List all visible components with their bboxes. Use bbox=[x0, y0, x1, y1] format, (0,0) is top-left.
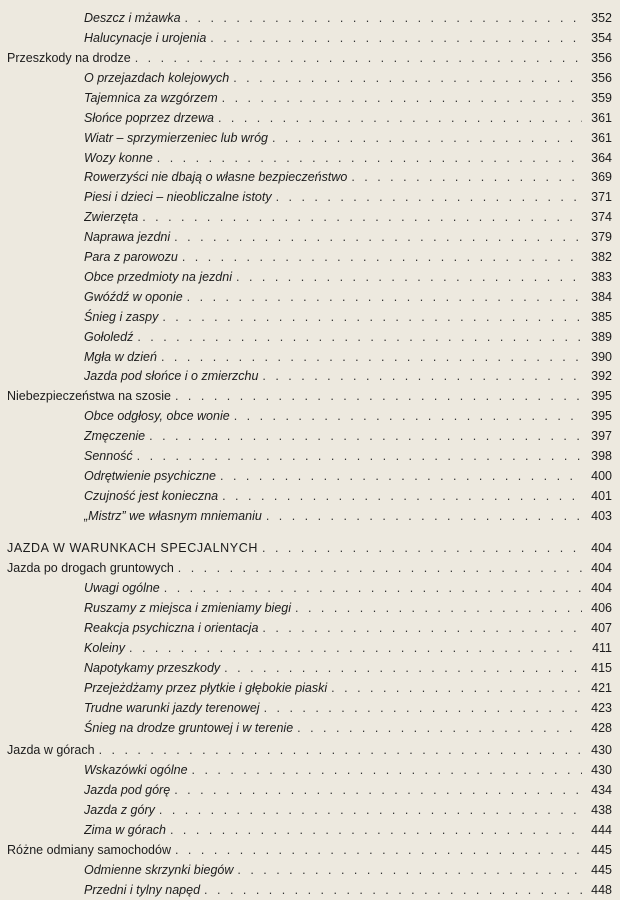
toc-entry-title: Senność bbox=[84, 449, 133, 463]
toc-page-number: 374 bbox=[591, 210, 612, 224]
toc-page-number: 444 bbox=[591, 823, 612, 837]
toc-page-number: 361 bbox=[591, 131, 612, 145]
toc-entry-line bbox=[84, 760, 582, 780]
toc-page-number: 382 bbox=[591, 250, 612, 264]
toc-entry-title: Zmęczenie bbox=[84, 429, 146, 443]
toc-page-number: 352 bbox=[591, 11, 612, 25]
dot-leader bbox=[187, 287, 582, 307]
toc-entry-line bbox=[7, 538, 582, 558]
dot-leader bbox=[137, 446, 582, 466]
toc-entry-title: Koleiny bbox=[84, 641, 125, 655]
toc-entry-title: Gwóźdź w oponie bbox=[84, 290, 183, 304]
toc-entry-title: Czujność jest konieczna bbox=[84, 489, 219, 503]
toc-entry-line bbox=[84, 327, 582, 347]
toc-entry-line bbox=[84, 718, 582, 738]
toc-subentry bbox=[0, 698, 620, 718]
toc-entry-line bbox=[84, 446, 582, 466]
toc-page-number: 406 bbox=[591, 601, 612, 615]
toc-entry-line bbox=[84, 880, 582, 900]
dot-leader bbox=[161, 347, 582, 367]
toc-subentry bbox=[0, 780, 620, 800]
dot-leader bbox=[170, 820, 582, 840]
toc-page-number: 359 bbox=[591, 91, 612, 105]
dot-leader bbox=[222, 88, 582, 108]
toc-page-number: 421 bbox=[591, 681, 612, 695]
toc-entry-title: Rowerzyści nie dbają o własne bezpieczeństwo bbox=[84, 170, 348, 184]
toc-page-number: 404 bbox=[591, 541, 612, 555]
dot-leader bbox=[210, 28, 582, 48]
toc-page-number: 379 bbox=[591, 230, 612, 244]
toc-subentry bbox=[0, 820, 620, 840]
toc-entry-title: Wskazówki ogólne bbox=[84, 763, 188, 777]
toc-page-number: 397 bbox=[591, 429, 612, 443]
toc-entry-line bbox=[84, 68, 582, 88]
toc-subentry bbox=[0, 148, 620, 168]
toc-entry-title: Jazda pod górę bbox=[84, 783, 171, 797]
toc-page-number: 384 bbox=[591, 290, 612, 304]
toc-subentry bbox=[0, 207, 620, 227]
dot-leader bbox=[222, 486, 582, 506]
dot-leader bbox=[164, 578, 582, 598]
toc-page-number: 423 bbox=[591, 701, 612, 715]
toc-page-number: 383 bbox=[591, 270, 612, 284]
toc-page-number: 404 bbox=[591, 581, 612, 595]
toc-entry-title: Naprawa jezdni bbox=[84, 230, 171, 244]
toc-page-number: 404 bbox=[591, 561, 612, 575]
toc-page-number: 448 bbox=[591, 883, 612, 897]
toc-entry-line bbox=[84, 678, 582, 698]
toc-page-number: 445 bbox=[591, 843, 612, 857]
toc-entry-line bbox=[84, 860, 582, 880]
toc-section-entry bbox=[0, 840, 620, 860]
toc-entry-title: Jazda z góry bbox=[84, 803, 155, 817]
toc-page-number: 356 bbox=[591, 71, 612, 85]
toc-entry-line bbox=[84, 247, 582, 267]
dot-leader bbox=[204, 880, 582, 900]
toc-subentry bbox=[0, 800, 620, 820]
dot-leader bbox=[135, 48, 582, 68]
toc-entry-line bbox=[84, 486, 582, 506]
dot-leader bbox=[266, 506, 582, 526]
toc-page-number: 354 bbox=[591, 31, 612, 45]
dot-leader bbox=[220, 466, 582, 486]
dot-leader bbox=[262, 366, 582, 386]
toc-page-number: 403 bbox=[591, 509, 612, 523]
toc-entry-line bbox=[7, 558, 582, 578]
toc-entry-line bbox=[84, 598, 582, 618]
toc-subentry bbox=[0, 506, 620, 526]
toc-entry-line bbox=[84, 167, 582, 187]
toc-page-number: 407 bbox=[591, 621, 612, 635]
toc-entry-line bbox=[7, 386, 582, 406]
toc-entry-title: Przedni i tylny napęd bbox=[84, 883, 201, 897]
toc-subentry bbox=[0, 187, 620, 207]
toc-subentry bbox=[0, 68, 620, 88]
toc-page-number: 371 bbox=[591, 190, 612, 204]
toc-entry-line bbox=[84, 426, 582, 446]
toc-entry-title: Wiatr – sprzymierzeniec lub wróg bbox=[84, 131, 268, 145]
toc-subentry bbox=[0, 128, 620, 148]
toc-entry-title: Mgła w dzień bbox=[84, 350, 157, 364]
dot-leader bbox=[142, 207, 582, 227]
toc-entry-title: JAZDA W WARUNKACH SPECJALNYCH bbox=[7, 541, 258, 555]
toc-entry-title: Słońce poprzez drzewa bbox=[84, 111, 214, 125]
toc-subentry bbox=[0, 860, 620, 880]
toc-entry-line bbox=[84, 578, 582, 598]
toc-page-number: 430 bbox=[591, 763, 612, 777]
toc-entry-line bbox=[84, 88, 582, 108]
toc-entry-title: Wozy konne bbox=[84, 151, 153, 165]
dot-leader bbox=[262, 618, 582, 638]
toc-entry-line bbox=[84, 618, 582, 638]
toc-entry-title: Przejeżdżamy przez płytkie i głębokie piaski bbox=[84, 681, 328, 695]
dot-leader bbox=[236, 267, 582, 287]
toc-entry-title: Śnieg na drodze gruntowej i w terenie bbox=[84, 721, 294, 735]
toc-entry-line bbox=[84, 506, 582, 526]
toc-section-entry bbox=[0, 538, 620, 558]
toc-page-number: 445 bbox=[591, 863, 612, 877]
dot-leader bbox=[129, 638, 582, 658]
toc-page-number: 411 bbox=[592, 641, 612, 655]
toc-section-entry bbox=[0, 48, 620, 68]
toc-entry-line bbox=[84, 128, 582, 148]
toc-section-entry bbox=[0, 558, 620, 578]
dot-leader bbox=[224, 658, 582, 678]
toc-entry-line bbox=[84, 658, 582, 678]
toc-subentry bbox=[0, 466, 620, 486]
dot-leader bbox=[234, 406, 582, 426]
toc-entry-title: Para z parowozu bbox=[84, 250, 178, 264]
toc-entry-title: Odrętwienie psychiczne bbox=[84, 469, 217, 483]
toc-page-number: 434 bbox=[591, 783, 612, 797]
toc-entry-title: Obce odgłosy, obce wonie bbox=[84, 409, 230, 423]
toc-section-entry bbox=[0, 740, 620, 760]
toc-subentry bbox=[0, 108, 620, 128]
toc-entry-line bbox=[7, 740, 582, 760]
toc-entry-line bbox=[84, 267, 582, 287]
toc-entry-line bbox=[84, 187, 582, 207]
toc-page-number: 392 bbox=[591, 369, 612, 383]
toc-entry-title: Napotykamy przeszkody bbox=[84, 661, 221, 675]
dot-leader bbox=[178, 558, 582, 578]
dot-leader bbox=[137, 327, 582, 347]
toc-page-number: 395 bbox=[591, 389, 612, 403]
toc-entry-line bbox=[84, 207, 582, 227]
dot-leader bbox=[331, 678, 582, 698]
dot-leader bbox=[276, 187, 582, 207]
toc-entry-line bbox=[84, 800, 582, 820]
toc-entry-title: Zwierzęta bbox=[84, 210, 139, 224]
toc-entry-title: „Mistrz” we własnym mniemaniu bbox=[84, 509, 262, 523]
toc-entry-line bbox=[84, 8, 582, 28]
toc-entry-title: Reakcja psychiczna i orientacja bbox=[84, 621, 259, 635]
toc-entry-line bbox=[84, 406, 582, 426]
dot-leader bbox=[233, 68, 582, 88]
toc-entry-line bbox=[84, 108, 582, 128]
toc-page-number: 398 bbox=[591, 449, 612, 463]
toc-subentry bbox=[0, 486, 620, 506]
toc-subentry bbox=[0, 880, 620, 900]
toc-section-entry bbox=[0, 386, 620, 406]
dot-leader bbox=[175, 840, 582, 860]
toc-entry-line bbox=[84, 366, 582, 386]
toc-entry-title: Gołoledź bbox=[84, 330, 134, 344]
toc-page-number: 390 bbox=[591, 350, 612, 364]
toc-subentry bbox=[0, 167, 620, 187]
toc-entry-title: Deszcz i mżawka bbox=[84, 11, 181, 25]
toc-entry-title: Uwagi ogólne bbox=[84, 581, 160, 595]
toc-subentry bbox=[0, 287, 620, 307]
dot-leader bbox=[192, 760, 582, 780]
toc-entry-line bbox=[84, 638, 582, 658]
dot-leader bbox=[162, 307, 582, 327]
toc-subentry bbox=[0, 718, 620, 738]
toc-entry-title: Przeszkody na drodze bbox=[7, 51, 131, 65]
toc-subentry bbox=[0, 426, 620, 446]
toc-entry-line bbox=[84, 148, 582, 168]
toc-page-number: 430 bbox=[591, 743, 612, 757]
dot-leader bbox=[237, 860, 582, 880]
toc-subentry bbox=[0, 760, 620, 780]
toc-subentry bbox=[0, 578, 620, 598]
toc-subentry bbox=[0, 227, 620, 247]
toc-subentry bbox=[0, 406, 620, 426]
toc-entry-title: Różne odmiany samochodów bbox=[7, 843, 171, 857]
toc-subentry bbox=[0, 658, 620, 678]
toc-page-number: 364 bbox=[591, 151, 612, 165]
dot-leader bbox=[99, 740, 582, 760]
dot-leader bbox=[297, 718, 582, 738]
toc-entry-title: Jazda po drogach gruntowych bbox=[7, 561, 174, 575]
toc-entry-title: Ruszamy z miejsca i zmieniamy biegi bbox=[84, 601, 292, 615]
toc-entry-title: Jazda pod słońce i o zmierzchu bbox=[84, 369, 259, 383]
toc-subentry bbox=[0, 267, 620, 287]
dot-leader bbox=[295, 598, 582, 618]
toc-entry-line bbox=[7, 48, 582, 68]
dot-leader bbox=[182, 247, 582, 267]
toc-entry-line bbox=[84, 307, 582, 327]
dot-leader bbox=[264, 698, 582, 718]
toc-subentry bbox=[0, 638, 620, 658]
toc-entry-title: Trudne warunki jazdy terenowej bbox=[84, 701, 260, 715]
toc-subentry bbox=[0, 618, 620, 638]
toc-page-number: 395 bbox=[591, 409, 612, 423]
toc-entry-title: Halucynacje i urojenia bbox=[84, 31, 207, 45]
toc-entry-line bbox=[84, 227, 582, 247]
dot-leader bbox=[159, 800, 582, 820]
dot-leader bbox=[157, 148, 582, 168]
toc-page-number: 361 bbox=[591, 111, 612, 125]
dot-leader bbox=[218, 108, 582, 128]
dot-leader bbox=[174, 227, 582, 247]
toc-entry-line bbox=[84, 698, 582, 718]
dot-leader bbox=[175, 386, 582, 406]
toc-subentry bbox=[0, 347, 620, 367]
toc-page-number: 356 bbox=[591, 51, 612, 65]
toc-page-number: 428 bbox=[591, 721, 612, 735]
toc-entry-title: Piesi i dzieci – nieobliczalne istoty bbox=[84, 190, 272, 204]
toc-subentry bbox=[0, 598, 620, 618]
toc-page-number: 401 bbox=[591, 489, 612, 503]
toc-subentry bbox=[0, 8, 620, 28]
toc-entry-line bbox=[84, 28, 582, 48]
toc-entry-line bbox=[7, 840, 582, 860]
toc-entry-title: Niebezpieczeństwa na szosie bbox=[7, 389, 171, 403]
dot-leader bbox=[262, 538, 582, 558]
toc-entry-line bbox=[84, 287, 582, 307]
toc-page-number: 389 bbox=[591, 330, 612, 344]
toc-page-number: 415 bbox=[591, 661, 612, 675]
toc-page-number: 385 bbox=[591, 310, 612, 324]
toc-subentry bbox=[0, 678, 620, 698]
dot-leader bbox=[351, 167, 582, 187]
toc-subentry bbox=[0, 446, 620, 466]
toc-entry-title: Tajemnica za wzgórzem bbox=[84, 91, 218, 105]
toc-entry-title: Zima w górach bbox=[84, 823, 166, 837]
toc-entry-line bbox=[84, 347, 582, 367]
toc-entry-line bbox=[84, 820, 582, 840]
dot-leader bbox=[272, 128, 582, 148]
dot-leader bbox=[149, 426, 582, 446]
toc-entry-line bbox=[84, 780, 582, 800]
toc-subentry bbox=[0, 28, 620, 48]
dot-leader bbox=[174, 780, 582, 800]
dot-leader bbox=[185, 8, 582, 28]
toc-subentry bbox=[0, 327, 620, 347]
toc-entry-title: O przejazdach kolejowych bbox=[84, 71, 230, 85]
toc-page-number: 400 bbox=[591, 469, 612, 483]
toc-entry-title: Obce przedmioty na jezdni bbox=[84, 270, 232, 284]
toc-entry-title: Odmienne skrzynki biegów bbox=[84, 863, 234, 877]
toc-page-number: 369 bbox=[591, 170, 612, 184]
toc-entry-title: Śnieg i zaspy bbox=[84, 310, 159, 324]
toc-subentry bbox=[0, 247, 620, 267]
toc-subentry bbox=[0, 366, 620, 386]
toc-entry-line bbox=[84, 466, 582, 486]
toc-page-number: 438 bbox=[591, 803, 612, 817]
toc-subentry bbox=[0, 307, 620, 327]
toc-subentry bbox=[0, 88, 620, 108]
toc-entry-title: Jazda w górach bbox=[7, 743, 95, 757]
